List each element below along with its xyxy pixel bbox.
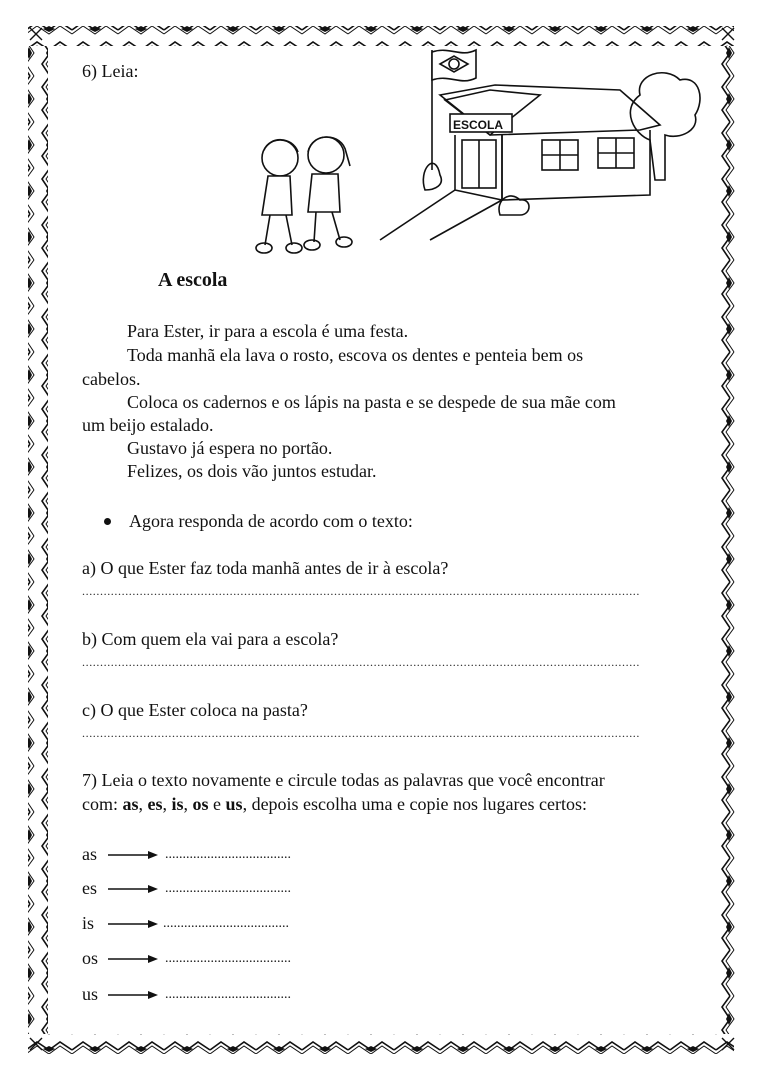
arrow-right-icon xyxy=(108,990,158,1000)
story-paragraph: Gustavo já espera no portão. xyxy=(127,438,333,458)
syllable-label: is xyxy=(82,913,95,933)
story-paragraph: Toda manhã ela lava o rosto, escova os dentes e penteia bem os xyxy=(127,345,584,365)
answer-blank[interactable]: .................................... xyxy=(165,881,291,896)
question-b: b) Com quem ela vai para a escola? xyxy=(82,629,339,649)
story-title: A escola xyxy=(158,269,228,291)
exercise-7-line-2: com: as, es, is, os e us, depois escolha uma e copie nos lugares certos: xyxy=(82,794,587,814)
syllable-label: os xyxy=(82,948,99,968)
instruction: Agora responda de acordo com o texto: xyxy=(129,511,413,531)
story-paragraph: Para Ester, ir para a escola é uma festa. xyxy=(127,321,409,341)
syllable-label: es xyxy=(82,878,97,898)
story-paragraph: Coloca os cadernos e os lápis na pasta e se despede de sua mãe com xyxy=(127,392,616,412)
story-paragraph-continuation: um beijo estalado. xyxy=(82,415,214,435)
syllable-label: as xyxy=(82,844,97,864)
answer-line-a[interactable]: ........................................................................................................................................................... xyxy=(82,584,640,598)
story-paragraph: Felizes, os dois vão juntos estudar. xyxy=(127,461,377,481)
syllable-label: us xyxy=(82,984,99,1004)
question-a: a) O que Ester faz toda manhã antes de ir à escola? xyxy=(82,558,449,578)
answer-blank[interactable]: .................................... xyxy=(163,916,289,931)
syllable-is: is xyxy=(171,794,184,814)
school-illustration xyxy=(240,40,710,270)
arrow-right-icon xyxy=(108,919,158,929)
question-c: c) O que Ester coloca na pasta? xyxy=(82,700,308,720)
exercise-6-heading: 6) Leia: xyxy=(82,61,139,81)
answer-blank[interactable]: .................................... xyxy=(165,847,291,862)
story-paragraph-continuation: cabelos. xyxy=(82,369,141,389)
answer-blank[interactable]: .................................... xyxy=(165,987,291,1002)
school-sign: ESCOLA xyxy=(453,118,504,132)
syllable-as: as xyxy=(122,794,139,814)
arrow-right-icon xyxy=(108,850,158,860)
syllable-os: os xyxy=(192,794,209,814)
answer-blank[interactable]: .................................... xyxy=(165,951,291,966)
answer-line-b[interactable]: ........................................................................................................................................................... xyxy=(82,655,640,669)
bullet-icon xyxy=(104,518,111,525)
arrow-right-icon xyxy=(108,884,158,894)
syllable-us: us xyxy=(225,794,243,814)
answer-line-c[interactable]: ........................................................................................................................................................... xyxy=(82,726,640,740)
exercise-7-line-1: 7) Leia o texto novamente e circule todas as palavras que você encontrar xyxy=(82,770,605,790)
syllable-es: es xyxy=(147,794,163,814)
arrow-right-icon xyxy=(108,954,158,964)
